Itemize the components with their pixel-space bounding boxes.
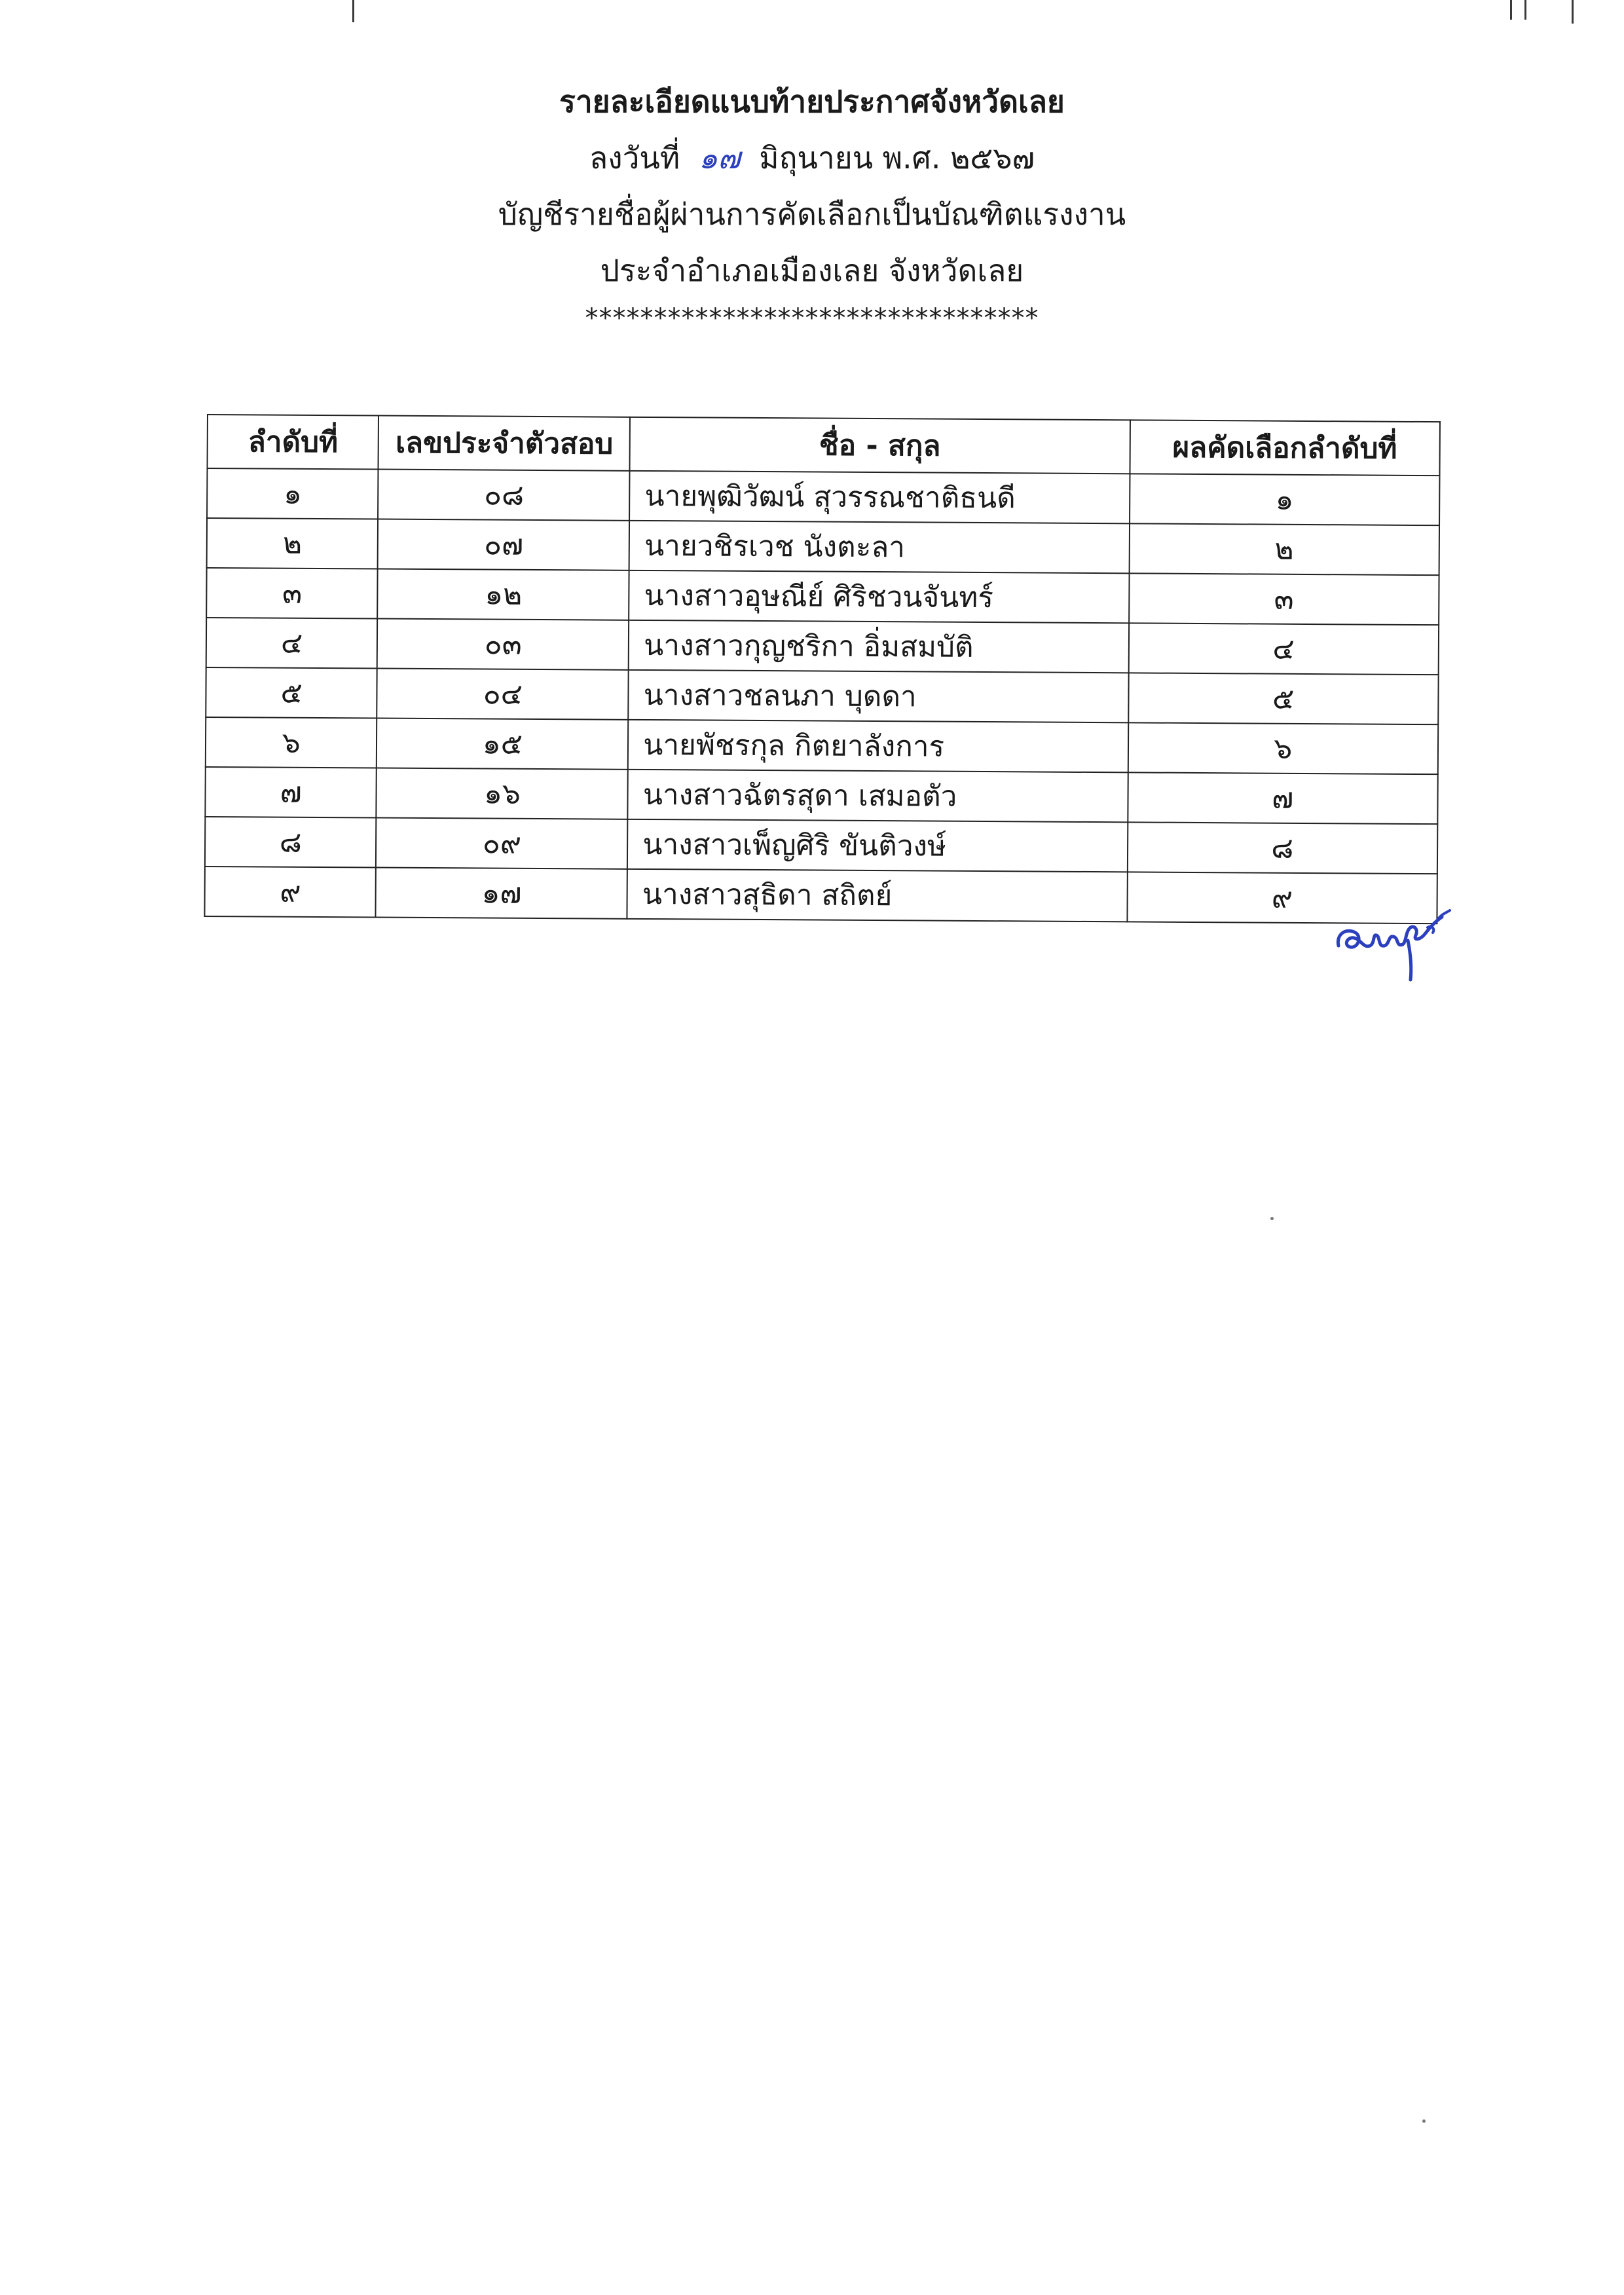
column-header-name: ชื่อ - สกุล: [630, 417, 1130, 474]
document-date: [0, 130, 1624, 186]
cell-name: นางสาวกุญชริกา อิ่มสมบัติ: [629, 620, 1129, 673]
table-row: [205, 767, 1437, 824]
cell-seq: ๕: [206, 667, 377, 718]
cell-exam-id: ๑๒: [378, 569, 629, 620]
cell-result: ๓: [1129, 573, 1439, 625]
cell-name: นางสาวฉัตรสุดา เสมอตัว: [628, 770, 1128, 823]
scan-edge-mark: [1524, 0, 1526, 20]
results-table: [204, 414, 1441, 924]
handwritten-day: ๑๗: [698, 140, 741, 176]
header-separator: *********************************: [585, 303, 1039, 333]
cell-result: ๗: [1128, 772, 1438, 824]
table-row: [206, 618, 1439, 675]
cell-result: ๖: [1128, 722, 1438, 774]
scan-speck: [1270, 1217, 1274, 1220]
document-header: [0, 73, 1624, 338]
cell-exam-id: ๑๗: [376, 868, 627, 919]
cell-seq: ๖: [206, 717, 377, 768]
document-title: รายละเอียดแนบท้ายประกาศจังหวัดเลย: [559, 84, 1065, 119]
cell-exam-id: ๑๖: [377, 768, 628, 819]
cell-seq: ๗: [205, 767, 377, 818]
table-row: [206, 568, 1439, 625]
cell-exam-id: ๐๘: [378, 470, 630, 521]
handwritten-initials-signature: [1329, 908, 1454, 986]
cell-result: ๒: [1129, 523, 1439, 575]
cell-name: นางสาวเพ็ญศิริ ขันติวงษ์: [627, 819, 1128, 872]
column-header-result: ผลคัดเลือกลำดับที่: [1130, 420, 1440, 476]
date-prefix: ลงวันที่: [589, 140, 680, 176]
cell-seq: ๑: [207, 468, 378, 519]
cell-name: นางสาวอุษณีย์ ศิริชวนจันทร์: [629, 570, 1129, 624]
cell-exam-id: ๐๔: [377, 669, 629, 720]
document-location: ประจำอำเภอเมืองเลย จังหวัดเลย: [600, 253, 1024, 288]
table-row: [204, 867, 1437, 924]
table-row: [207, 518, 1439, 575]
cell-result: ๘: [1127, 822, 1437, 874]
cell-seq: ๙: [204, 867, 376, 918]
scan-edge-mark: [352, 0, 354, 22]
document-subtitle: บัญชีรายชื่อผู้ผ่านการคัดเลือกเป็นบัณฑิตแรงงาน: [498, 196, 1126, 232]
cell-seq: ๓: [206, 568, 378, 619]
scan-edge-mark: [1572, 0, 1574, 24]
scan-edge-mark: [1510, 0, 1512, 20]
table-header-row: [208, 415, 1440, 476]
date-month-year: มิถุนายน พ.ศ. ๒๕๖๗: [759, 140, 1035, 176]
cell-name: นายวชิรเวช นังตะลา: [629, 521, 1130, 574]
cell-result: ๙: [1127, 872, 1437, 924]
column-header-seq: ลำดับที่: [208, 415, 379, 470]
column-header-exam-id: เลขประจำตัวสอบ: [378, 416, 630, 471]
table-row: [205, 817, 1437, 874]
table-row: [206, 667, 1438, 724]
cell-seq: ๔: [206, 618, 378, 669]
cell-name: นางสาวชลนภา บุดดา: [629, 670, 1129, 723]
cell-result: ๔: [1128, 623, 1439, 675]
table-row: [206, 717, 1438, 774]
cell-exam-id: ๐๙: [376, 818, 627, 869]
table-row: [207, 468, 1439, 525]
cell-name: นางสาวสุธิดา สถิตย์: [627, 869, 1128, 922]
cell-exam-id: ๐๗: [378, 519, 629, 570]
cell-exam-id: ๐๓: [377, 619, 629, 670]
cell-exam-id: ๑๕: [377, 718, 628, 770]
cell-seq: ๒: [207, 518, 378, 569]
cell-result: ๑: [1130, 474, 1440, 525]
cell-seq: ๘: [205, 817, 377, 868]
scan-speck: [1422, 2119, 1426, 2123]
cell-name: นายพัชรกุล กิตยาลังการ: [628, 720, 1128, 773]
cell-name: นายพุฒิวัฒน์ สุวรรณชาติธนดี: [629, 471, 1130, 524]
cell-result: ๕: [1128, 673, 1439, 724]
